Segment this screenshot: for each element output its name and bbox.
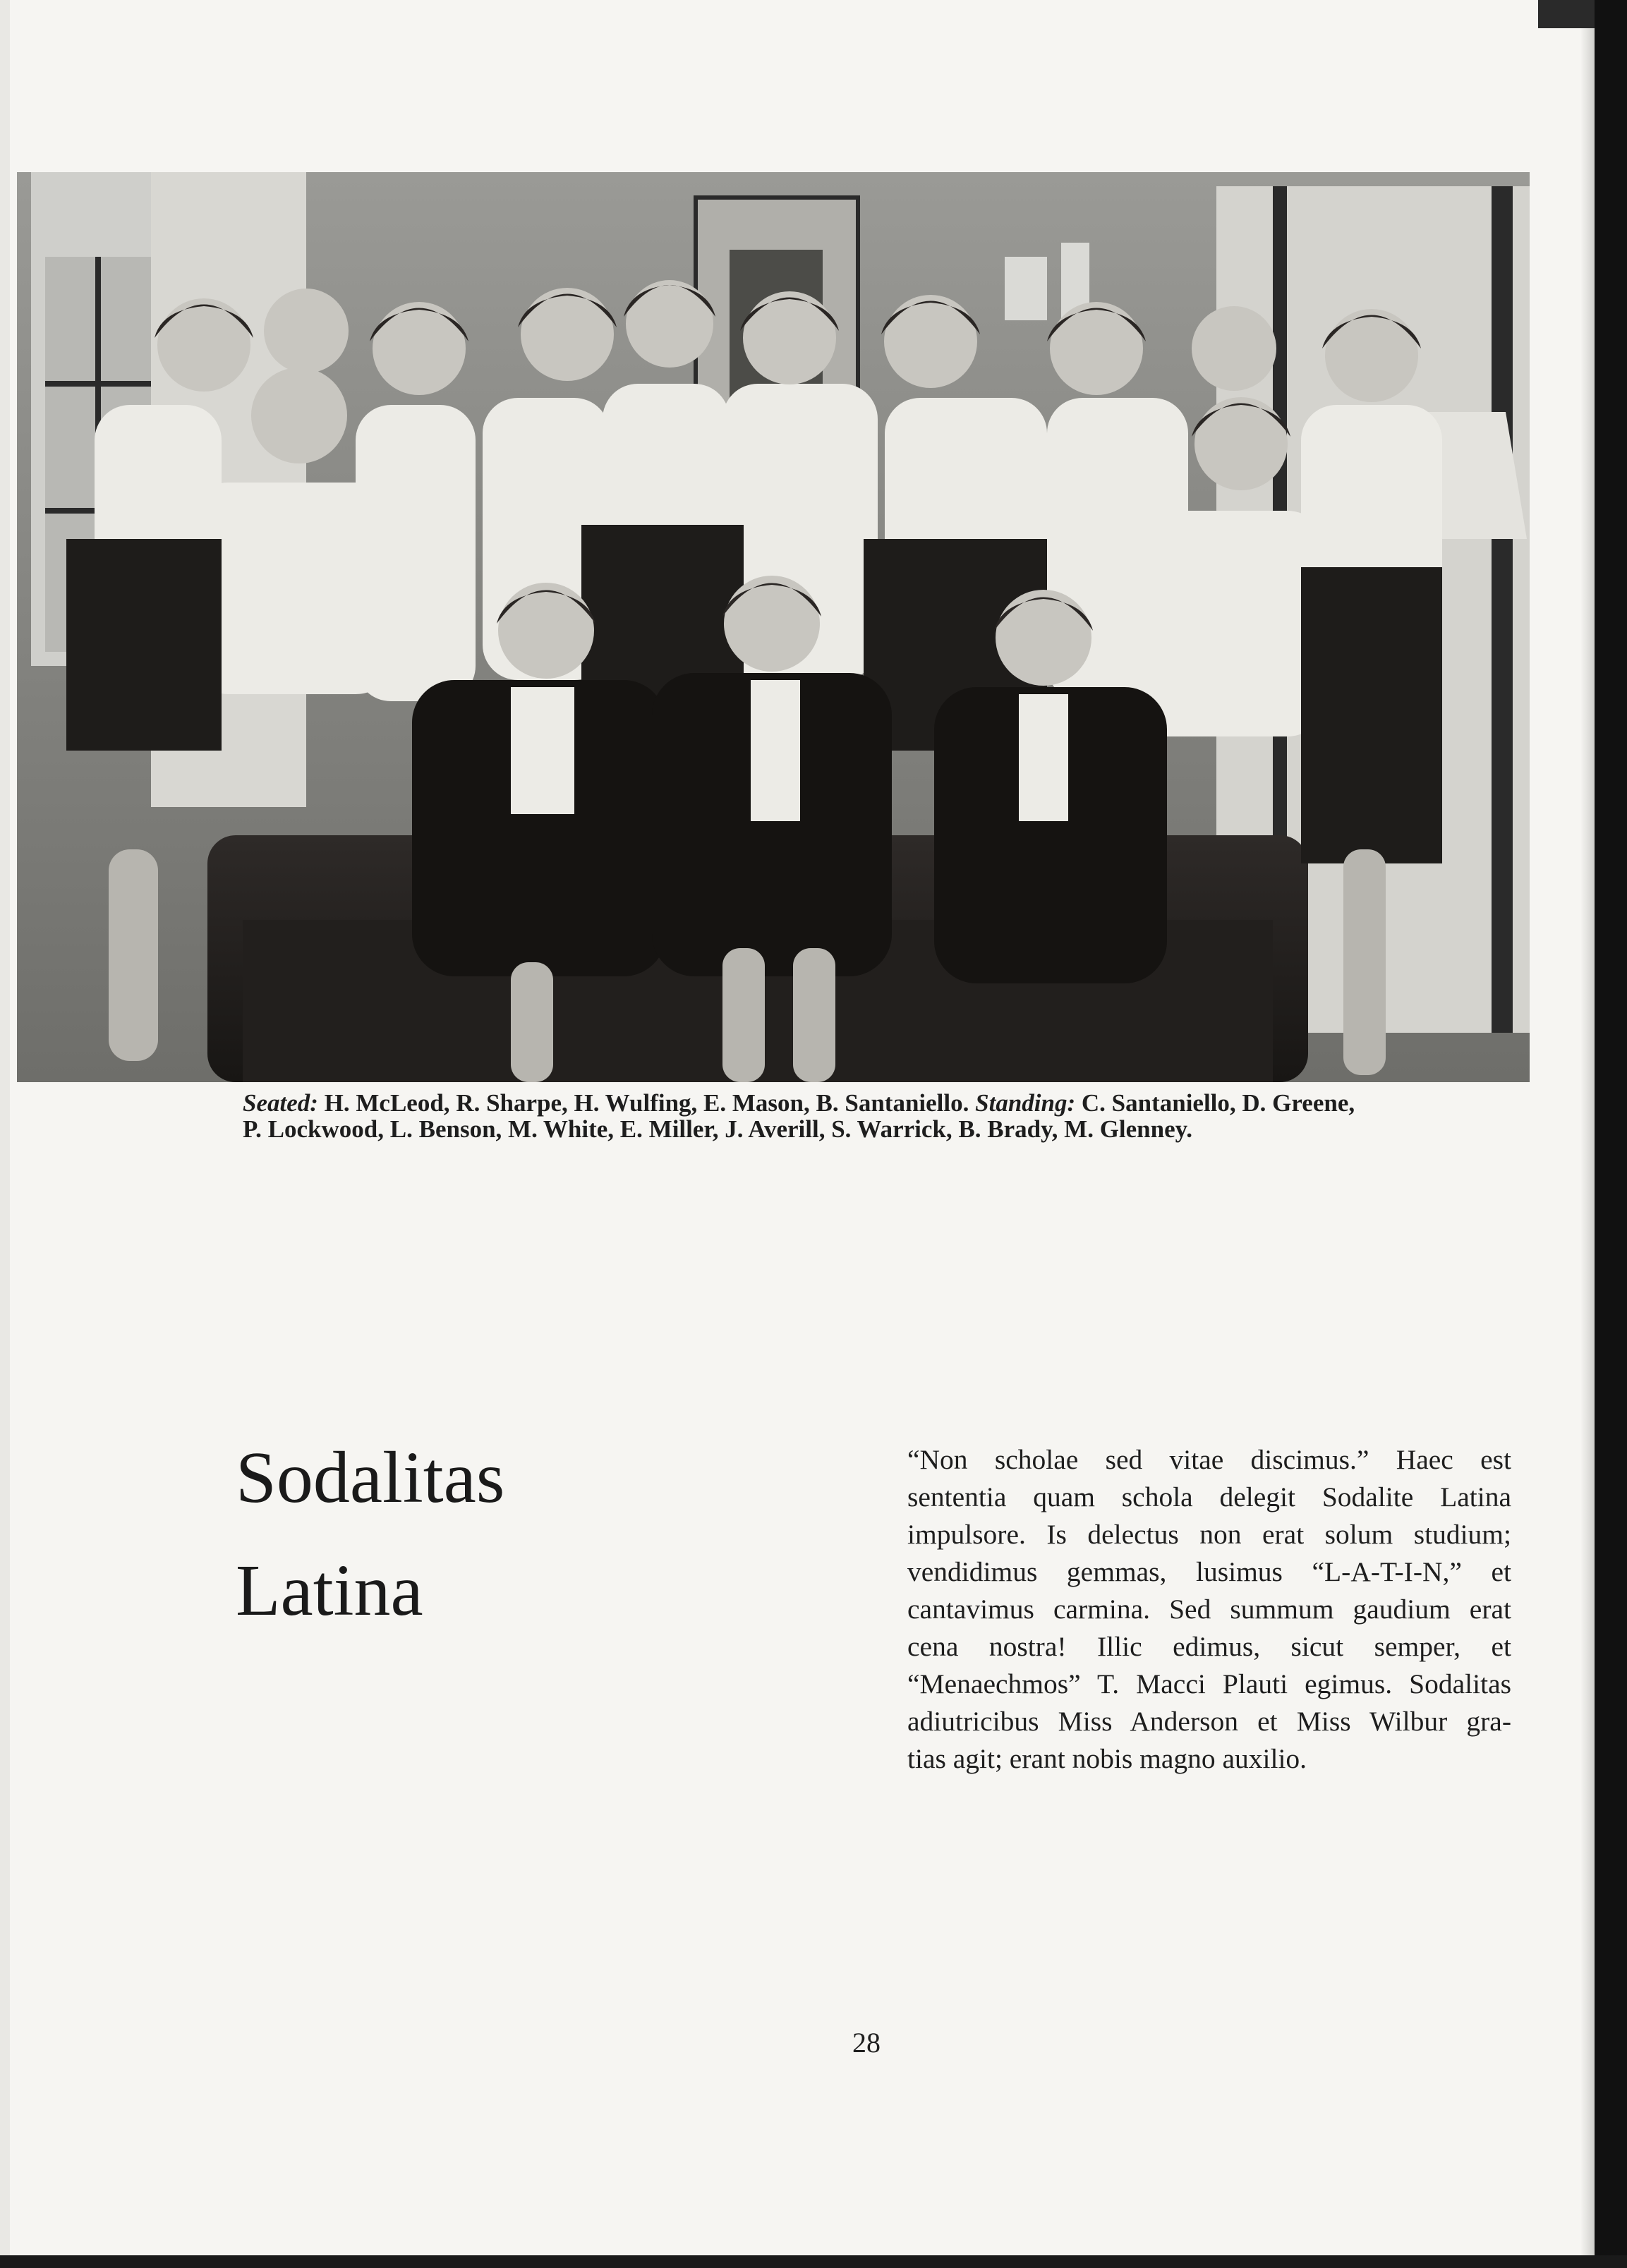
body-line: vendidimus gemmas, lusimus “L-A-T-I-N,” et xyxy=(907,1556,1511,1587)
standing-label: Standing: xyxy=(975,1089,1076,1117)
group-photo xyxy=(17,172,1530,1082)
caption-line-1 xyxy=(243,1090,1534,1116)
seated-names: H. McLeod, R. Sharpe, H. Wulfing, E. Mason, B. Santaniello. xyxy=(324,1089,969,1117)
group-photo-illustration xyxy=(17,172,1530,1082)
body-line: tias agit; erant nobis magno auxilio. xyxy=(907,1743,1307,1774)
caption-line-2 xyxy=(243,1116,1534,1142)
seated-label: Seated: xyxy=(243,1089,318,1117)
standing-names-line2: P. Lockwood, L. Benson, M. White, E. Miller, J. Averill, S. Warrick, B. Brady, M. Glenney. xyxy=(243,1115,1192,1143)
body-line: cantavimus carmina. Sed summum gaudium erat xyxy=(907,1594,1511,1625)
page-binding-shadow xyxy=(1580,0,1595,2268)
heading-line-1: Sodalitas xyxy=(236,1437,505,1518)
page-left-edge xyxy=(0,0,10,2268)
page-right-edge xyxy=(1595,0,1627,2268)
standing-names-line1: C. Santaniello, D. Greene, xyxy=(1081,1089,1355,1117)
page-bottom-edge xyxy=(0,2255,1627,2268)
section-heading xyxy=(236,1421,800,1647)
body-paragraph xyxy=(907,1441,1511,1778)
page-top-corner xyxy=(1538,0,1595,28)
body-line: impulsore. Is delectus non erat solum studium; xyxy=(907,1519,1511,1550)
body-line: sententia quam schola delegit Sodalite Latina xyxy=(907,1481,1511,1512)
body-line: “Non scholae sed vitae discimus.” Haec est xyxy=(907,1444,1511,1475)
page-number: 28 xyxy=(852,2027,881,2058)
body-line: adiutricibus Miss Anderson et Miss Wilbur gra- xyxy=(907,1706,1511,1737)
photo-caption xyxy=(243,1090,1534,1142)
body-line: cena nostra! Illic edimus, sicut semper, et xyxy=(907,1631,1511,1662)
heading-line-2: Latina xyxy=(236,1550,423,1631)
body-line: “Menaechmos” T. Macci Plauti egimus. Sodalitas xyxy=(907,1668,1511,1699)
